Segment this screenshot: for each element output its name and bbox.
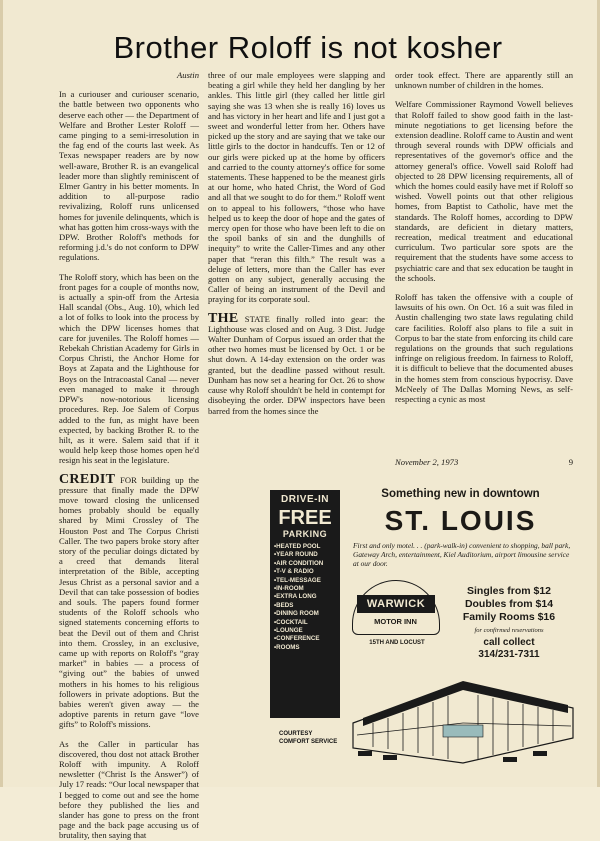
article-column-1: [59, 70, 199, 841]
paragraph: Roloff has taken the offensive with a couple of lawsuits of his own. On Oct. 16 a suit was filed in Austin challenging two state laws regulating child care facilities. Roloff also plans to file a suit in Corpus to bar the state from enforcing its child care regulations on the grounds that such regulations infringe on religious freedom. In fairness to Roloff, it is difficult to believe that the documented abuses in the homes stem from conscious hypocrisy. Dave McNeely of The Dallas Morning News, as self-respecting a cynic as most: [395, 292, 573, 405]
paragraph-text: STATE finally rolled into gear: the Lighthouse was closed and on Aug. 3 Dist. Judge Walter Dunham of Corpus issued an order that the other two homes must be licensed by Oct. 1 or be shut down. A 14-day extension on the order was granted, but the deadline passed without result. Dunham has now set a hearing for Oct. 26 to show cause why Roloff shouldn't be held in contempt for disobeying the order. DPW inspectors have been barred from the homes since the: [208, 313, 385, 416]
list-item: • TEL-MESSAGE: [274, 577, 336, 585]
sign-name: WARWICK: [357, 595, 435, 613]
ad-courtesy: COURTESY COMFORT SERVICE: [279, 731, 338, 745]
rate-line: Singles from $12: [466, 585, 552, 597]
issue-date: November 2, 1973: [395, 457, 459, 467]
ad-drivein: DRIVE-IN: [281, 494, 329, 505]
rate-line: Family Rooms $16: [462, 611, 556, 623]
list-item: • EXTRA LONG: [274, 593, 336, 601]
article-column-2: [208, 70, 385, 470]
paragraph: Welfare Commissioner Raymond Vowell believes that Roloff failed to show good faith in the last-minute negotiations to get licensing before the extension deadline. Roloff came to Austin and went through several rounds with DPW officials and representatives of the governor's office and the attorney general's office. Vowell said Roloff had objected to 28 DPW licensing requirements, all of which the homes could easily have met if Roloff so wished. Vowell points out that other religious homes, from Baptist to Catholic, have met the standards. The Roloff homes, according to DPW standards, are deficient in dietary matters, recreation, medical treatment and educational curriculum. Two particular sore spots are the requirement that the students have some access to psychiatric care and that sex education be taught in the schools.: [395, 99, 573, 283]
phone-number: 314/231-7311: [478, 649, 540, 660]
list-item: • ROOMS: [274, 644, 336, 652]
rate-line: Doubles from $14: [464, 598, 554, 610]
drop-cap: CREDIT: [59, 471, 116, 487]
page-footer: [395, 457, 573, 467]
ad-address: 15TH AND LOCUST: [369, 640, 425, 646]
ad-amenities-list: [274, 543, 336, 652]
paragraph: three of our male employees were slapping and beating a girl while they held her dangling by her ankles. This little girl (they called her little girl saying she was 13 when she is really 16) loves us and has victory in her heart and life and I just got a sweet and wonderful letter from her. Others have picked up the story and are saying that we take our little girls to the doctor in handcuffs. Ten or 12 of our girls were picked up at the home by officers and carried to the county attorney's office for some statements. These happened to be the meanest girls at our home, who hated Christ, the Word of God and all that we sought to do for them.” Roloff went on to appeal to his followers, “those who have helped us to keep the door of hope and the gates of mercy open for those who have been left to die on the spoil banks of sin and the dunghills of inequity” to write the Caller-Times and any other paper that “reran this filth.” The result was a deluge of letters, more than the Caller has ever gotten on any subject, generally accusing the Caller of being an instrument of the Devil and praying for its corporate soul.: [208, 70, 385, 305]
list-item: • BEDS: [274, 602, 336, 610]
paragraph: The Roloff story, which has been on the front pages for a couple of months now, is actually a spin-off from the Artesia Hall scandal (Obs., Aug. 10), which led a lot of folks to look into the process by which the DPW licenses homes that care for juveniles. The Roloff homes — Rebekah Christian Academy for Girls in Corpus Christi, the Anchor Home for Boys at Zapata and the Lighthouse for Boys on the Intracoastal Canal — never even managed to make it through DPW's now-notorious licensing procedures. Rep. Joe Salem of Corpus added to the fun, as might have been expected, by backing Brother R. to the hilt, as it were. Salem said that if it would help keep those homes open he'd resign his seat in the legislature.: [59, 271, 199, 466]
motel-sign-icon: [352, 580, 440, 635]
paragraph: [59, 471, 199, 730]
sign-subtitle: MOTOR INN: [374, 617, 417, 626]
motel-building-icon: [343, 663, 575, 768]
ad-description: First and only motel. . . (park-walk-in) convenient to shopping, ball park, Gateway Arch, entertainment, Kiel Auditorium, airport limousine service at our door.: [353, 541, 571, 568]
advertisement: [265, 485, 575, 770]
ad-reservations: for confirmed reservations: [474, 627, 544, 634]
ad-rates: [445, 585, 573, 624]
drop-cap: THE: [208, 310, 239, 326]
ad-tagline: Something new in downtown: [381, 488, 540, 500]
list-item: • COCKTAIL: [274, 619, 336, 627]
paragraph: As the Caller in particular has discovered, thou dost not attack Brother Roloff with impunity. A Roloff newsletter (“Christ Is the Answer”) of July 17 reads: “Our local newspaper that I begged to come out and see the home before they published the lies and slander has gone to press on the front page and the back page accusing us of brutality, then saying that: [59, 738, 199, 841]
list-item: • DINING ROOM: [274, 610, 336, 618]
list-item: • HEATED POOL: [274, 543, 336, 551]
paragraph: order took effect. There are apparently still an unknown number of children in the homes.: [395, 70, 573, 91]
ad-free: FREE: [278, 507, 332, 529]
list-item: • AIR CONDITION: [274, 560, 336, 568]
article-column-3: [395, 70, 573, 450]
ad-city: ST. LOUIS: [384, 505, 537, 536]
paragraph-text: FOR building up the pressure that finally made the DPW move toward closing the unlicensed homes probably should be equally shared by Mimi Crossley of The Houston Post and The Corpus Christi Caller. The two papers broke story after story of the peculiar doings dictated by a creed that demands literal interpretation of the Bible, accepting Jesus Christ as a personal savior and a Devil that can take possession of bodies and souls. The papers found former students of the Roloff schools who signed statements concerning efforts to beat the Devil out of them and Christ into them. Crossley, in an exclusive, came up with reports on Roloff's “gray market” in babies — a process of “giving out” the babies of unwed mothers in his homes to his religious followers in private adoptions. But the babies weren't given away — the adoptive parents in return gave “love gifts” to Roloff's missions.: [59, 474, 199, 730]
ad-parking: PARKING: [282, 529, 328, 539]
ad-amenities-panel: [270, 490, 340, 718]
list-item: • CONFERENCE: [274, 635, 336, 643]
headline: Brother Roloff is not kosher: [113, 30, 503, 65]
page-number: 9: [568, 457, 573, 467]
list-item: • IN-ROOM: [274, 585, 336, 593]
list-item: • T-V & RADIO: [274, 568, 336, 576]
list-item: • YEAR ROUND: [274, 551, 336, 559]
paragraph: [208, 310, 385, 416]
call-label: call collect: [483, 637, 535, 648]
list-item: • LOUNGE: [274, 627, 336, 635]
dateline: Austin: [177, 70, 199, 80]
paragraph: In a curiouser and curiouser scenario, the battle between two opponents who deserve each other — the Department of Welfare and Brother Lester Roloff — came pinging to a semi-irresolution in the fag end of the courts last week. As Texas newspaper readers are by now well-aware, Brother R. is an evangelical leader more than slightly reminiscent of Elmer Gantry in his better moments. In addition to all-purpose radio revivalizing, Roloff runs unlicensed homes for juvenile delinquents, which is what has gotten him cross-ways with the DPW. Brother Roloff's methods for reforming j.d.'s do not conform to DPW regulations.: [59, 89, 199, 263]
ad-call: [445, 637, 573, 661]
